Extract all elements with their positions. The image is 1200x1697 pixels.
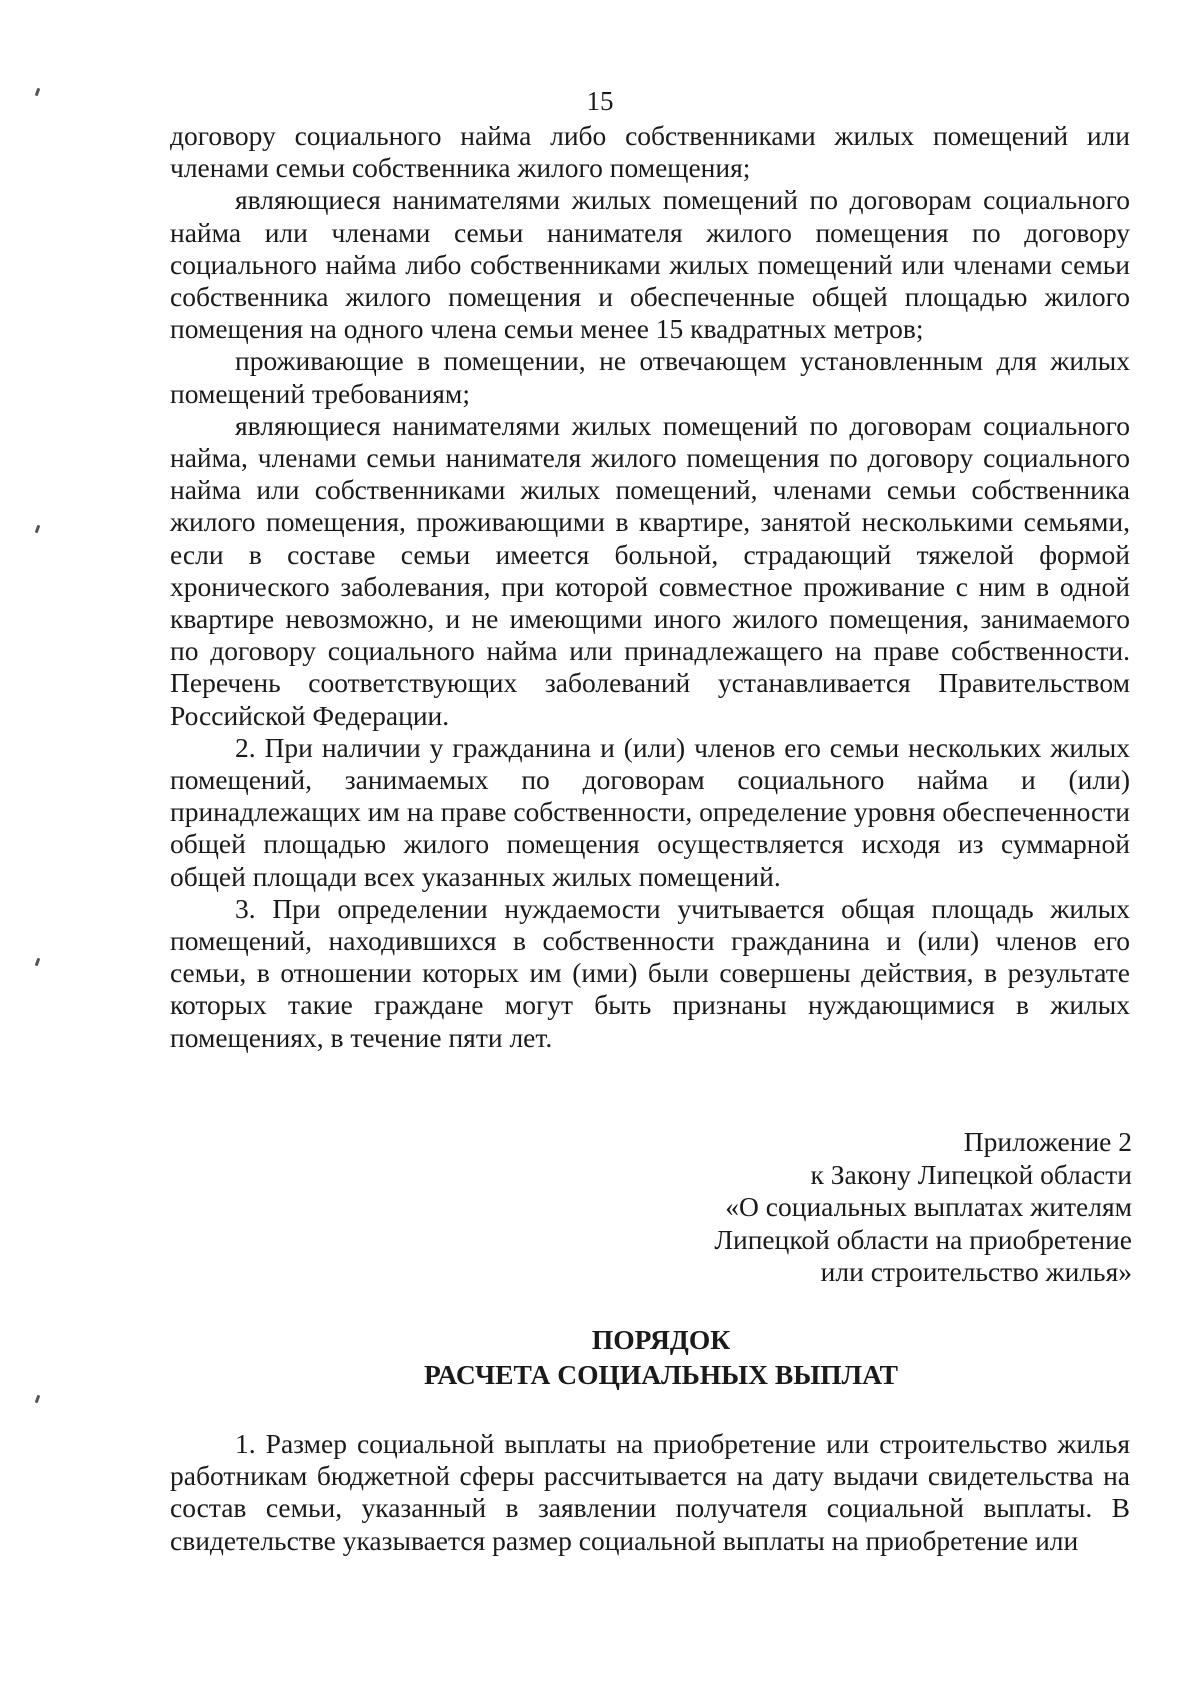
appendix-header bbox=[532, 1126, 1132, 1289]
section-title bbox=[0, 1322, 1200, 1392]
paragraph: являющиеся нанимателями жилых помещений по договорам социального найма, членами семьи нанимателя жилого помещения по договору социального найма или собственниками жилых помещений, членами семьи собственника жилого помещения, проживающими в квартире, занятой несколькими семьями, если в составе семьи имеется больной, страдающий тяжелой формой хронического заболевания, при которой совместное проживание с ним в одной квартире невозможно, и не имеющими иного жилого помещения, занимаемого по договору социального найма или принадлежащего на праве собственности. Перечень соответствующих заболеваний устанавливается Правительством Российской Федерации. bbox=[170, 409, 1130, 731]
paragraph: проживающие в помещении, не отвечающем установленным для жилых помещений требованиям; bbox=[170, 345, 1130, 409]
appendix-line: Липецкой области на приобретение bbox=[714, 1223, 1132, 1255]
section-body-text bbox=[170, 1428, 1130, 1557]
paragraph: являющиеся нанимателями жилых помещений по договорам социального найма или членами семьи нанимателя жилого помещения по договору социального найма либо собственниками жилых помещений или членами семьи собственника жилого помещения и обеспеченные общей площадью жилого помещения на одного члена семьи менее 15 квадратных метров; bbox=[170, 184, 1130, 345]
section-title-line: РАСЧЕТА СОЦИАЛЬНЫХ ВЫПЛАТ bbox=[424, 1359, 898, 1390]
scan-speck bbox=[35, 958, 41, 967]
scan-speck bbox=[35, 1395, 41, 1404]
section-title-line: ПОРЯДОК bbox=[591, 1324, 731, 1355]
scan-speck bbox=[35, 525, 41, 534]
paragraph: 2. При наличии у гражданина и (или) членов его семьи нескольких жилых помещений, занимаемых по договорам социального найма и (или) принадлежащих им на праве собственности, определение уровня обеспеченности общей площадью жилого помещения осуществляется исходя из суммарной общей площади всех указанных жилых помещений. bbox=[170, 731, 1130, 892]
appendix-line: или строительство жилья» bbox=[820, 1256, 1132, 1287]
page-number: 15 bbox=[586, 86, 614, 116]
body-text bbox=[170, 120, 1130, 1054]
appendix-line: «О социальных выплатах жителям bbox=[725, 1191, 1132, 1222]
paragraph: 1. Размер социальной выплаты на приобретение или строительство жилья работникам бюджетной сферы рассчитывается на дату выдачи свидетельства на состав семьи, указанный в заявлении получателя социальной выплаты. В свидетельстве указывается размер социальной выплаты на приобретение или bbox=[170, 1428, 1130, 1556]
paragraph: договору социального найма либо собственниками жилых помещений или членами семьи собственника жилого помещения; bbox=[170, 120, 1130, 184]
appendix-line: Приложение 2 bbox=[963, 1126, 1132, 1157]
paragraph: 3. При определении нуждаемости учитывается общая площадь жилых помещений, находившихся в собственности гражданина и (или) членов его семьи, в отношении которых им (ими) были совершены действия, в результате которых такие граждане могут быть признаны нуждающимися в жилых помещениях, в течение пяти лет. bbox=[170, 892, 1130, 1053]
appendix-line: к Закону Липецкой области bbox=[810, 1158, 1132, 1190]
